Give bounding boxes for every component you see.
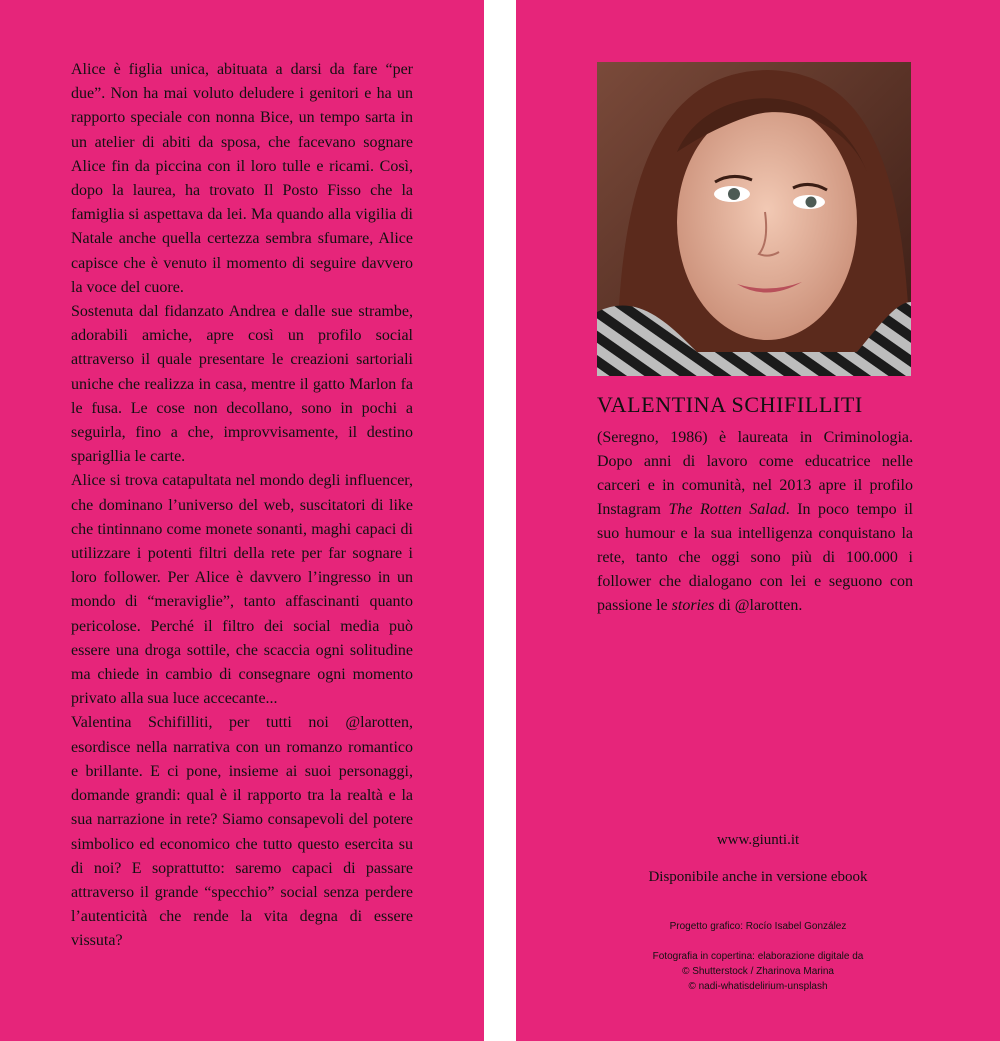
author-name: VALENTINA SCHIFILLITI — [597, 392, 863, 417]
synopsis-paragraph-3: Alice si trova catapultata nel mondo degli influencer, che dominano l’universo del web, suscitatori di like che tintinnano come monete sonanti, maghi capaci di utilizzare i potenti filtri della rete per far sognare i loro follower. Per Alice è davvero l’ingresso in un mondo di “meraviglie”, tanto affascinanti quanto pericolose. Perché il filtro dei social media può essere una droga sottile, che scaccia ogni solitudine ma chiede in cambio di consegnare ogni momento privato alla sua luce accecante... — [71, 472, 413, 708]
ebook-availability-note: Disponibile anche in versione ebook — [648, 869, 868, 885]
bio-text-2: . In poco tempo il suo humour e la sua intelligenza conquistano la rete, tanto che oggi sono più di 100.000 i follower che dialogano con lei e seguono con passione le — [597, 501, 914, 614]
synopsis-paragraph-1: Alice è figlia unica, abituata a darsi da fare “per due”. Non ha mai voluto deludere i genitori e ha un rapporto speciale con nonna Bice, un tempo sarta in un atelier di abiti da sposa, che facevano sognare Alice fin da piccina con il loro tulle e ricami. Così, dopo la laurea, ha trovato Il Posto Fisso che la famiglia si aspettava da lei. Ma quando alla vigilia di Natale anche quella certezza sembra sfumare, Alice capisce che è venuto il momento di seguire davvero la voce del cuore. — [71, 61, 413, 296]
author-portrait-image — [597, 62, 911, 376]
stories-word: stories — [671, 597, 715, 614]
photo-credit-line-2: © Shutterstock / Zharinova Marina — [682, 966, 834, 977]
photo-credit-line-1: Fotografia in copertina: elaborazione digitale da — [652, 951, 864, 962]
synopsis-paragraph-4: Valentina Schifilliti, per tutti noi @larotten, esordisce nella narrativa con un romanzo romantico e brillante. E ci pone, insieme ai suoi personaggi, domande grandi: qual è il rapporto tra la realtà e la sua narrazione in rete? Siamo consapevoli del potere simbolico ed economico che tutto questo esercita su di noi? E soprattutto: saremo capaci di passare attraverso il grande “specchio” social senza perdere l’autenticità che rende la vita degna di essere vissuta? — [71, 714, 413, 950]
design-credit: Progetto grafico: Rocío Isabel González — [669, 921, 847, 932]
synopsis-paragraph-2: Sostenuta dal fidanzato Andrea e dalle sue strambe, adorabili amiche, apre così un profilo social attraverso il quale presentare le creazioni sartoriali uniche che realizza in casa, mentre il gatto Marlon fa le fusa. Le cose non decollano, sono in pochi a seguirla, fino a che, improvvisamente, il destino sparigllia le carte. — [71, 303, 413, 466]
author-bio — [597, 426, 913, 618]
author-flap-right-panel — [516, 0, 1000, 1041]
photo-credit-line-3: © nadi-whatisdelirium-unsplash — [688, 981, 828, 992]
back-cover-left-panel — [0, 0, 484, 1041]
photo-credit — [516, 949, 1000, 994]
author-photo — [597, 62, 911, 376]
synopsis-text — [71, 58, 413, 954]
bio-text-1: (Seregno, 1986) è laureata in Criminologia. Dopo anni di lavoro come educatrice nelle carceri e in comunità, nel 2013 apre il profilo Instagram — [597, 429, 913, 518]
bio-text-3: di @larotten. — [714, 597, 803, 614]
instagram-profile-title: The Rotten Salad — [668, 501, 786, 518]
publisher-website: www.giunti.it — [716, 832, 800, 848]
